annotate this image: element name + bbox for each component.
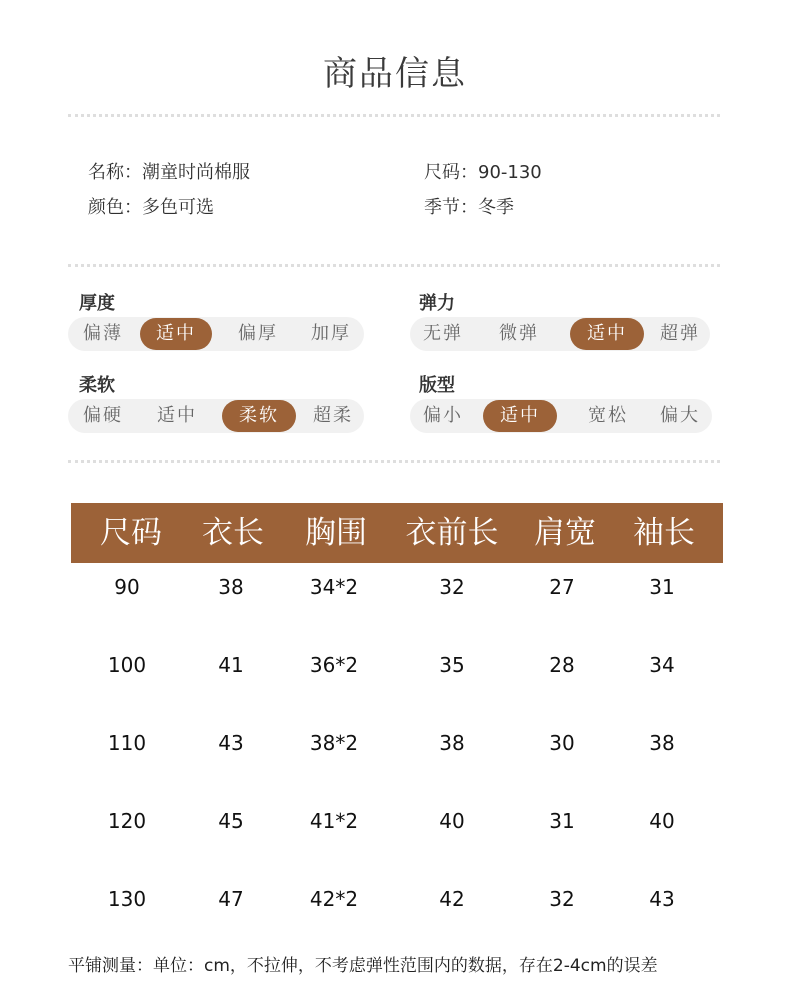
info-color-label: 颜色：	[88, 197, 142, 218]
table-cell: 120	[107, 809, 147, 833]
attr-fit-option: 偏大	[660, 405, 700, 426]
attr-fit-title: 版型	[419, 375, 455, 396]
info-name	[88, 158, 250, 184]
table-cell: 38*2	[309, 731, 359, 755]
table-cell: 38	[439, 731, 465, 755]
page-title: 商品信息	[323, 54, 467, 94]
info-season	[424, 193, 514, 219]
attr-thickness-scale	[68, 317, 364, 351]
table-cell: 35	[439, 653, 465, 677]
table-cell: 41	[218, 653, 244, 677]
attr-fit-option-selected: 适中	[483, 400, 557, 432]
attr-fit-scale	[410, 399, 712, 433]
attr-thickness-option: 偏厚	[238, 323, 278, 344]
attr-fit-option: 偏小	[423, 405, 463, 426]
info-name-label: 名称：	[88, 162, 142, 183]
table-header-cell: 衣前长	[405, 515, 499, 551]
attr-fit-option: 宽松	[588, 405, 628, 426]
table-cell: 45	[218, 809, 244, 833]
table-cell: 38	[649, 731, 675, 755]
divider	[68, 114, 720, 117]
attr-softness-option: 超柔	[313, 405, 353, 426]
table-cell: 43	[649, 887, 675, 911]
table-cell: 34*2	[309, 575, 359, 599]
table-cell: 130	[107, 887, 147, 911]
table-cell: 90	[114, 575, 140, 599]
table-header-cell: 尺码	[100, 515, 162, 551]
table-cell: 41*2	[309, 809, 359, 833]
table-header-cell: 肩宽	[534, 515, 596, 551]
table-cell: 36*2	[309, 653, 359, 677]
table-cell: 42	[439, 887, 465, 911]
table-cell: 47	[218, 887, 244, 911]
attr-thickness-option: 加厚	[311, 323, 351, 344]
attr-softness-scale	[68, 399, 364, 433]
table-cell: 27	[549, 575, 575, 599]
table-cell: 34	[649, 653, 675, 677]
table-cell: 43	[218, 731, 244, 755]
table-cell: 38	[218, 575, 244, 599]
attr-softness-title: 柔软	[79, 375, 115, 396]
table-cell: 40	[649, 809, 675, 833]
attr-softness-option: 适中	[157, 405, 197, 426]
table-header-cell: 袖长	[633, 515, 695, 551]
info-size-value: 90-130	[478, 162, 542, 183]
attr-softness-option-selected: 柔软	[222, 400, 296, 432]
info-season-label: 季节：	[424, 197, 478, 218]
attr-elasticity-option: 无弹	[423, 323, 463, 344]
divider	[68, 264, 720, 267]
attr-softness-option: 偏硬	[83, 405, 123, 426]
table-cell: 32	[549, 887, 575, 911]
table-cell: 42*2	[309, 887, 359, 911]
table-cell: 40	[439, 809, 465, 833]
attr-elasticity-option-selected: 适中	[570, 318, 644, 350]
attr-elasticity-scale	[410, 317, 710, 351]
size-table-header	[71, 503, 723, 563]
table-cell: 32	[439, 575, 465, 599]
attr-thickness-option-selected: 适中	[140, 318, 212, 350]
table-header-cell: 衣长	[202, 515, 264, 551]
info-name-value: 潮童时尚棉服	[142, 162, 250, 183]
attr-elasticity-option: 超弹	[660, 323, 700, 344]
measurement-note: 平铺测量：单位：cm，不拉伸，不考虑弹性范围内的数据，存在2-4cm的误差	[68, 956, 658, 976]
info-color	[88, 193, 214, 219]
attr-elasticity-title: 弹力	[419, 293, 455, 314]
divider	[68, 460, 720, 463]
table-cell: 110	[107, 731, 147, 755]
info-season-value: 冬季	[478, 197, 514, 218]
attr-thickness-option: 偏薄	[83, 323, 123, 344]
info-color-value: 多色可选	[142, 197, 214, 218]
table-cell: 31	[549, 809, 575, 833]
table-cell: 31	[649, 575, 675, 599]
table-cell: 30	[549, 731, 575, 755]
table-cell: 100	[107, 653, 147, 677]
table-header-cell: 胸围	[305, 515, 367, 551]
info-size	[424, 158, 542, 184]
table-cell: 28	[549, 653, 575, 677]
attr-elasticity-option: 微弹	[499, 323, 539, 344]
info-size-label: 尺码：	[424, 162, 478, 183]
attr-thickness-title: 厚度	[79, 293, 115, 314]
